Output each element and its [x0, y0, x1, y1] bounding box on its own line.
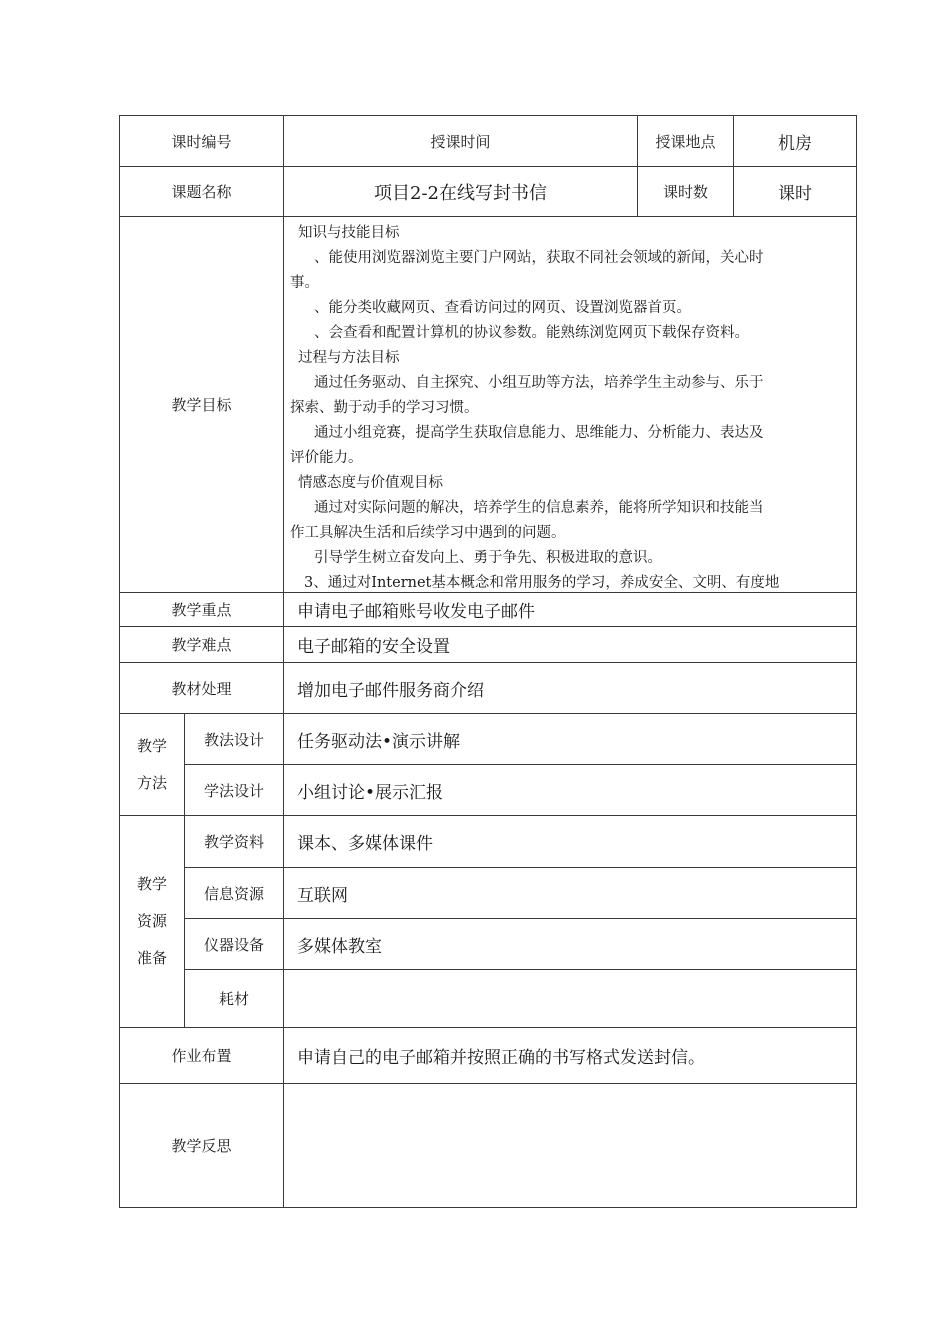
objective-line: 探索、勤于动手的学习习惯。 [290, 400, 479, 416]
teaching-materials-value: 课本、多媒体课件 [283, 815, 857, 868]
material-label: 教材处理 [119, 662, 284, 714]
objective-line: 作工具解决生活和后续学习中遇到的问题。 [290, 525, 566, 541]
material-value: 增加电子邮件服务商介绍 [283, 662, 857, 714]
reflection-label: 教学反思 [119, 1083, 284, 1208]
teach-method-value: 任务驱动法•演示讲解 [283, 713, 857, 765]
info-resources-label: 信息资源 [184, 867, 284, 919]
equipment-value: 多媒体教室 [283, 918, 857, 970]
objective-line: 评价能力。 [290, 450, 363, 466]
objectives-label: 教学目标 [119, 216, 284, 593]
homework-label: 作业布置 [119, 1027, 284, 1084]
objective-heading: 情感态度与价值观目标 [298, 475, 443, 491]
homework-value: 申请自己的电子邮箱并按照正确的书写格式发送封信。 [283, 1027, 857, 1084]
key-point-label: 教学重点 [119, 592, 284, 627]
consumables-value [283, 969, 857, 1028]
reflection-value [283, 1083, 857, 1208]
lesson-number-label: 课时编号 [119, 115, 284, 167]
key-point-value: 申请电子邮箱账号收发电子邮件 [283, 592, 857, 627]
objectives-content [283, 216, 857, 593]
method-group-label: 教学 方法 [119, 713, 185, 816]
difficulty-label: 教学难点 [119, 626, 284, 663]
objective-heading: 知识与技能目标 [298, 225, 400, 241]
objective-line: 引导学生树立奋发向上、勇于争先、积极进取的意识。 [314, 550, 662, 566]
lesson-title-value: 项目2-2在线写封书信 [283, 166, 638, 217]
lesson-hours-label: 课时数 [637, 166, 734, 217]
teaching-time-label: 授课时间 [283, 115, 638, 167]
teaching-materials-label: 教学资料 [184, 815, 284, 868]
learn-method-value: 小组讨论•展示汇报 [283, 764, 857, 816]
objective-line: 事。 [290, 275, 319, 291]
objective-heading: 过程与方法目标 [298, 350, 400, 366]
objective-line: 通过对实际问题的解决，培养学生的信息素养，能将所学知识和技能当 [314, 500, 764, 516]
consumables-label: 耗材 [184, 969, 284, 1028]
objective-line: 3、通过对Internet基本概念和常用服务的学习，养成安全、文明、有度地 [304, 575, 780, 591]
equipment-label: 仪器设备 [184, 918, 284, 970]
lesson-hours-value: 课时 [733, 166, 857, 217]
teaching-place-label: 授课地点 [637, 115, 734, 167]
objective-line: 、会查看和配置计算机的协议参数。能熟练浏览网页下载保存资料。 [314, 325, 749, 341]
objective-line: 通过任务驱动、自主探究、小组互助等方法，培养学生主动参与、乐于 [314, 375, 764, 391]
objective-line: 通过小组竞赛，提高学生获取信息能力、思维能力、分析能力、表达及 [314, 425, 764, 441]
teach-method-label: 教法设计 [184, 713, 284, 765]
objective-line: 、能分类收藏网页、查看访问过的网页、设置浏览器首页。 [314, 300, 691, 316]
lesson-plan-table [119, 115, 857, 1208]
info-resources-value: 互联网 [283, 867, 857, 919]
resources-group-label: 教学 资源 准备 [119, 815, 185, 1028]
lesson-title-label: 课题名称 [119, 166, 284, 217]
teaching-place-value: 机房 [733, 115, 857, 167]
difficulty-value: 电子邮箱的安全设置 [283, 626, 857, 663]
learn-method-label: 学法设计 [184, 764, 284, 816]
objective-line: 、能使用浏览器浏览主要门户网站，获取不同社会领域的新闻，关心时 [314, 250, 764, 266]
